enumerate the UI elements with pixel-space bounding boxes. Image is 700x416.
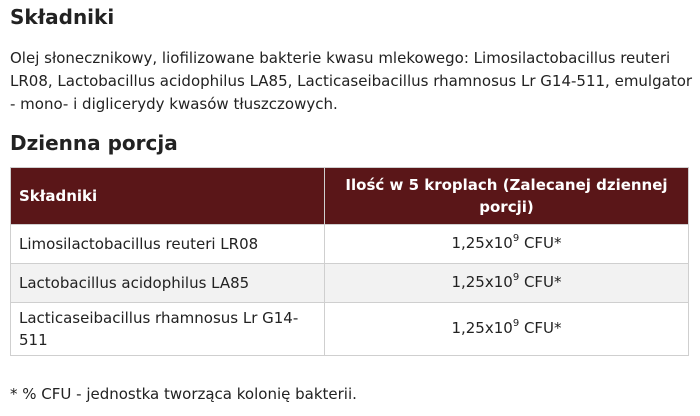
footnote: * % CFU - jednostka tworząca kolonię bakterii. xyxy=(10,385,357,403)
table-row xyxy=(11,264,689,303)
amount-exponent: 9 xyxy=(512,317,520,329)
header-amount: Ilość w 5 kroplach (Zalecanej dziennej porcji) xyxy=(325,168,689,225)
amount-unit: CFU* xyxy=(519,233,562,252)
ingredients-description: Olej słonecznikowy, liofilizowane bakterie kwasu mlekowego: Limosilactobacillus reuteri LR08, Lactobacillus acidophilus LA85, Lacticaseibacillus rhamnosus Lr G14-511, emulgator - mono- i diglicerydy kwasów tłuszczowych. xyxy=(10,49,693,113)
ingredient-amount xyxy=(325,225,689,264)
ingredient-name: Limosilactobacillus reuteri LR08 xyxy=(11,225,325,264)
amount-unit: CFU* xyxy=(519,272,562,291)
amount-base: 1,25x10 xyxy=(451,233,513,252)
amount-unit: CFU* xyxy=(519,318,562,337)
ingredient-name: Lacticaseibacillus rhamnosus Lr G14-511 xyxy=(11,303,325,356)
amount-exponent: 9 xyxy=(512,271,520,283)
ingredient-amount xyxy=(325,264,689,303)
daily-portion-heading: Dzienna porcja xyxy=(10,131,178,155)
ingredient-amount xyxy=(325,303,689,356)
amount-exponent: 9 xyxy=(512,232,520,244)
ingredients-heading: Składniki xyxy=(10,5,115,29)
amount-base: 1,25x10 xyxy=(451,318,513,337)
ingredient-name: Lactobacillus acidophilus LA85 xyxy=(11,264,325,303)
header-ingredients: Składniki xyxy=(11,168,325,225)
table-header-row xyxy=(11,168,689,225)
daily-portion-table xyxy=(10,167,689,356)
table-row xyxy=(11,225,689,264)
amount-base: 1,25x10 xyxy=(451,272,513,291)
table-row xyxy=(11,303,689,356)
